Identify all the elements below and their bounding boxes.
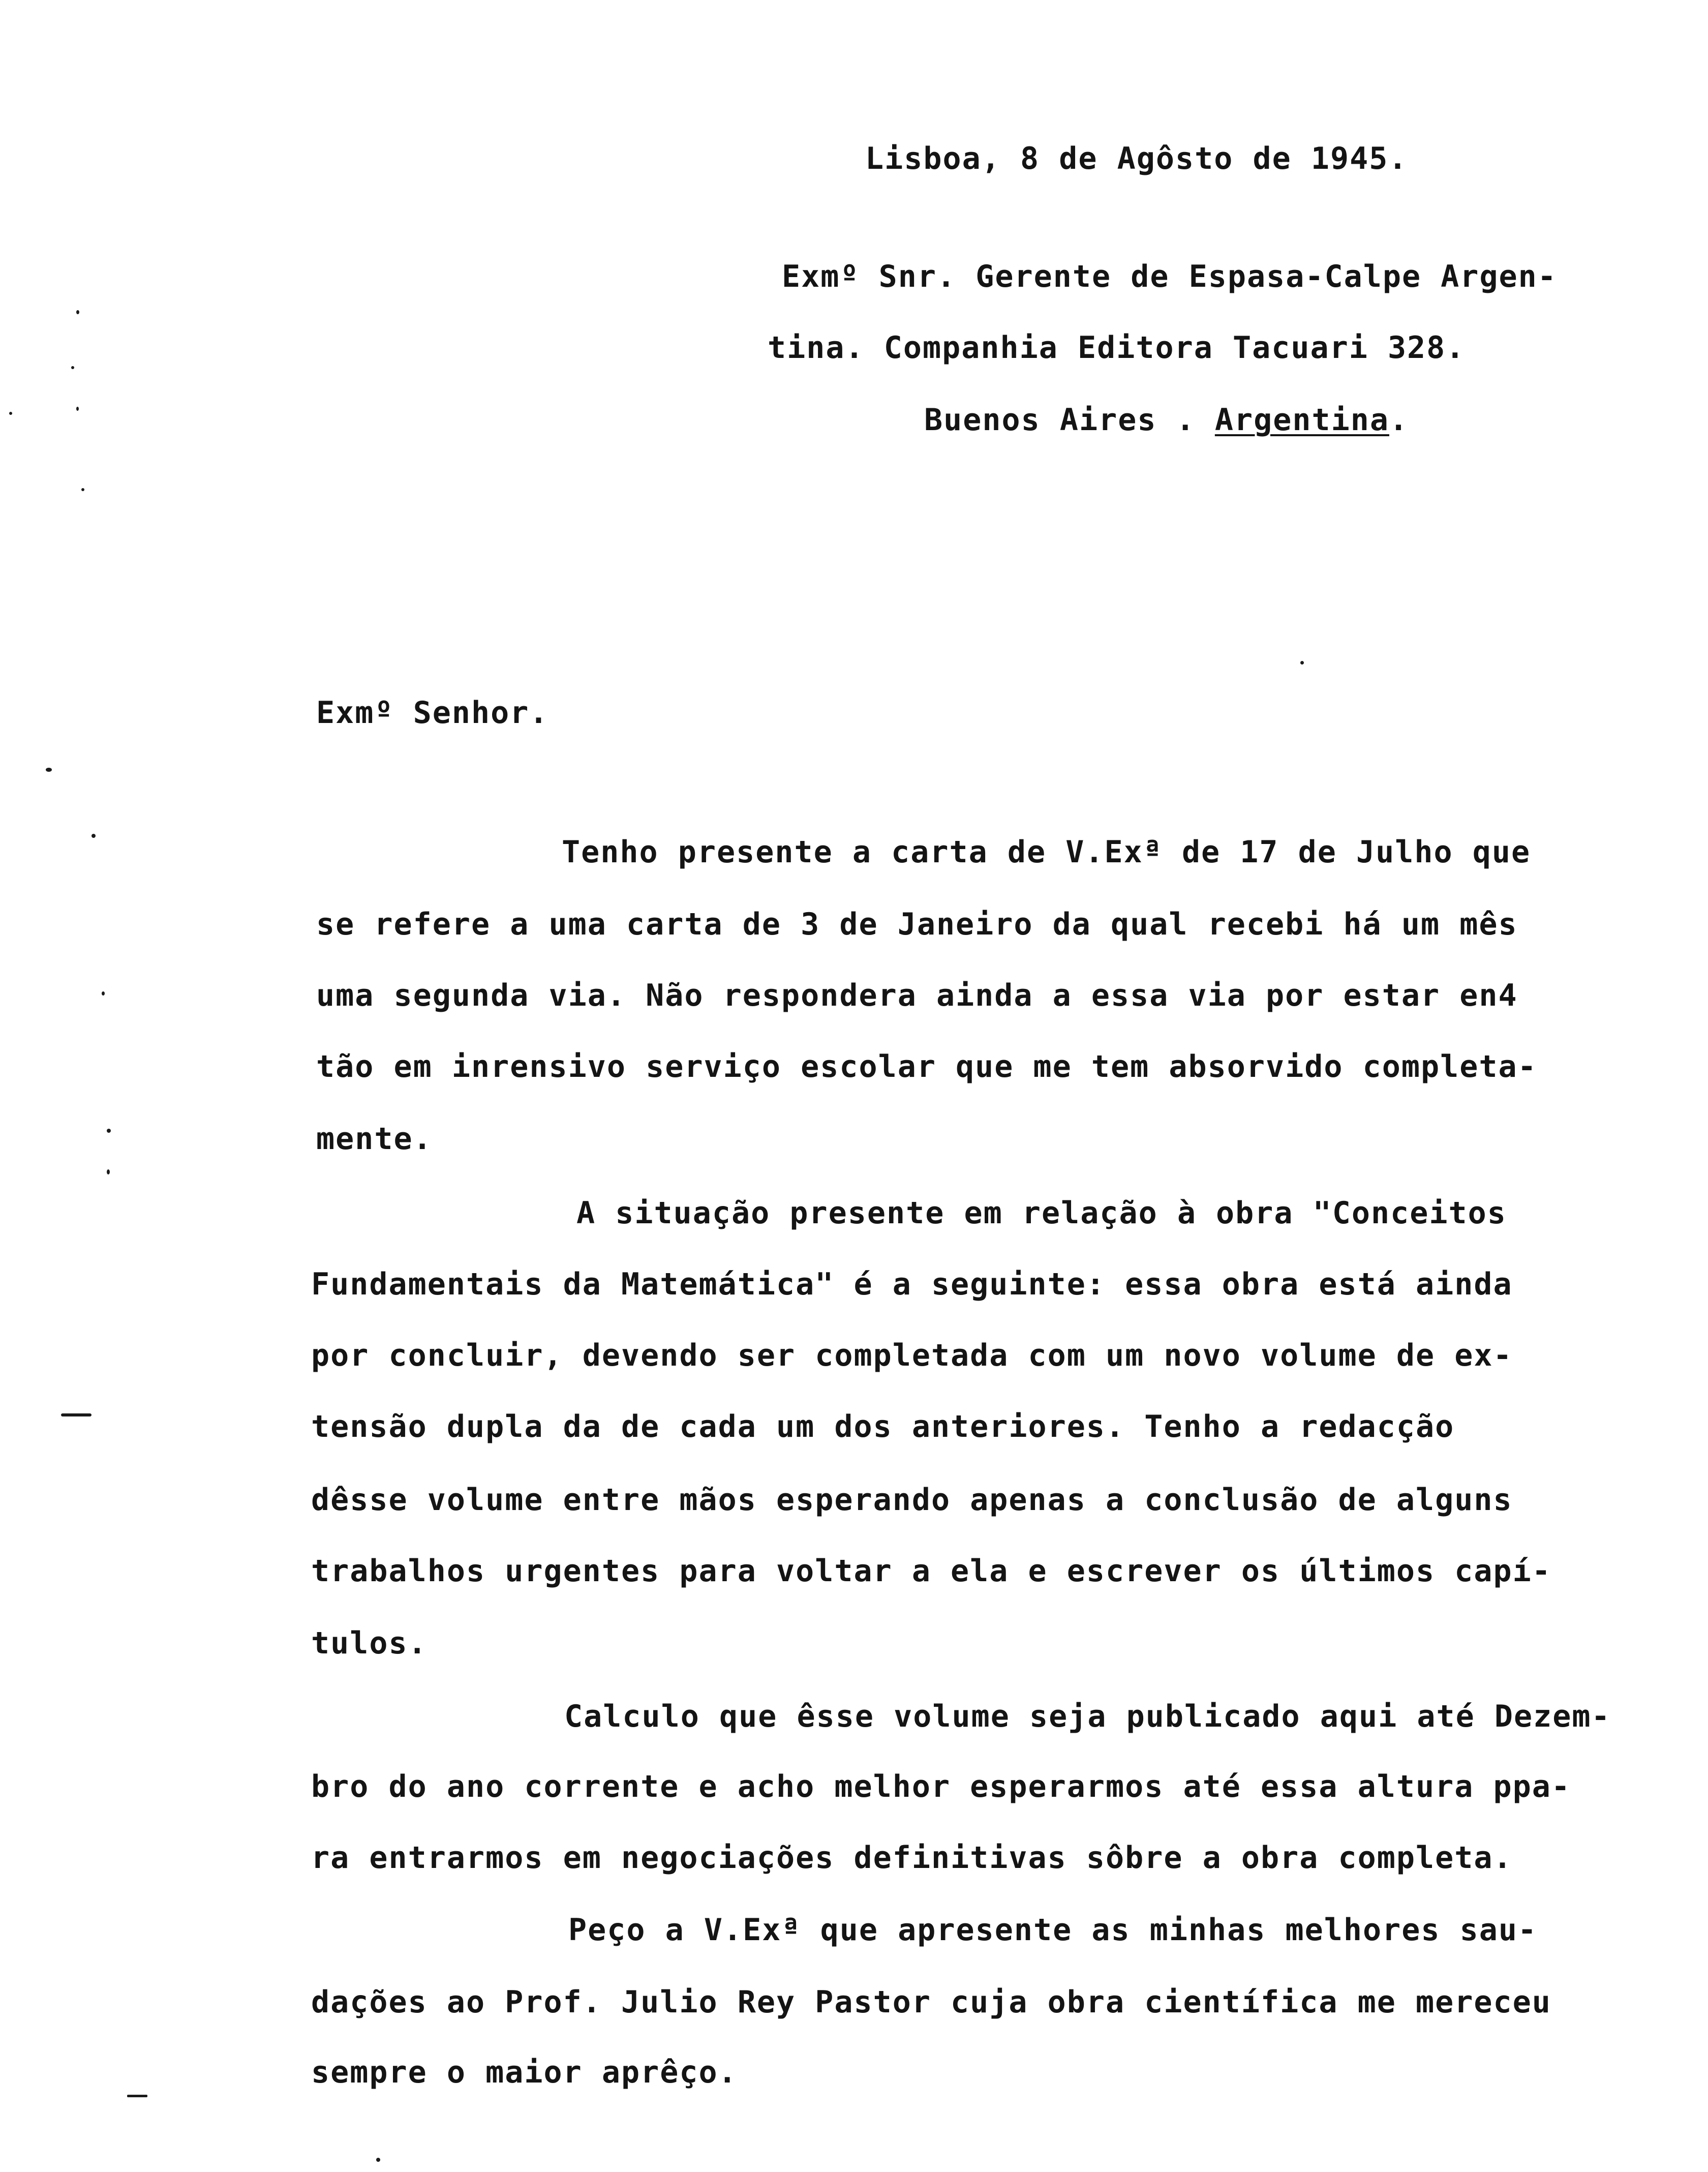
address-line-3 bbox=[924, 402, 1409, 438]
scan-speck bbox=[46, 768, 52, 772]
body-line: trabalhos urgentes para voltar a ela e escrever os últimos capí- bbox=[311, 1553, 1551, 1589]
scan-speck bbox=[107, 1129, 111, 1133]
scan-speck bbox=[71, 366, 74, 369]
scan-speck bbox=[61, 1413, 92, 1416]
body-line: mente. bbox=[316, 1121, 433, 1157]
salutation: Exmº Senhor. bbox=[316, 695, 549, 731]
scan-speck bbox=[81, 488, 84, 491]
body-line: sempre o maior aprêço. bbox=[311, 2055, 738, 2090]
body-line: ra entrarmos em negociações definitivas sôbre a obra completa. bbox=[311, 1840, 1513, 1876]
scan-speck bbox=[76, 310, 79, 314]
body-line: dêsse volume entre mãos esperando apenas a conclusão de alguns bbox=[311, 1482, 1513, 1518]
scan-speck bbox=[76, 407, 79, 411]
address-line-2: tina. Companhia Editora Tacuari 328. bbox=[768, 330, 1466, 366]
scan-speck bbox=[127, 2095, 147, 2097]
body-line: Peço a V.Exª que apresente as minhas melhores sau- bbox=[568, 1912, 1538, 1948]
body-line: uma segunda via. Não respondera ainda a essa via por estar en4 bbox=[316, 978, 1518, 1013]
scan-speck bbox=[9, 412, 12, 415]
body-line: tensão dupla da de cada um dos anteriores. Tenho a redacção bbox=[311, 1409, 1455, 1444]
body-line: tão em inrensivo serviço escolar que me tem absorvido completa- bbox=[316, 1049, 1537, 1084]
scan-speck bbox=[1300, 661, 1304, 665]
address-line-1: Exmº Snr. Gerente de Espasa-Calpe Argen- bbox=[782, 259, 1557, 294]
scan-speck bbox=[102, 991, 105, 995]
address-city: Buenos Aires . bbox=[924, 402, 1215, 438]
dateline: Lisboa, 8 de Agôsto de 1945. bbox=[865, 141, 1408, 176]
address-country: Argentina bbox=[1214, 402, 1389, 438]
body-line: se refere a uma carta de 3 de Janeiro da qual recebi há um mês bbox=[316, 907, 1518, 942]
scan-speck bbox=[107, 1169, 110, 1174]
scan-speck bbox=[92, 834, 96, 838]
body-line: tulos. bbox=[311, 1625, 428, 1661]
body-line: Tenho presente a carta de V.Exª de 17 de Julho que bbox=[562, 834, 1531, 870]
body-line: Calculo que êsse volume seja publicado aqui até Dezem- bbox=[564, 1699, 1611, 1734]
scan-speck bbox=[376, 2158, 380, 2162]
body-line: bro do ano corrente e acho melhor esperarmos até essa altura ppa- bbox=[311, 1769, 1571, 1804]
body-line: por concluir, devendo ser completada com um novo volume de ex- bbox=[311, 1338, 1513, 1373]
address-period: . bbox=[1389, 402, 1409, 438]
body-line: A situação presente em relação à obra "Conceitos bbox=[576, 1195, 1507, 1231]
body-line: dações ao Prof. Julio Rey Pastor cuja obra científica me mereceu bbox=[311, 1984, 1551, 2020]
body-line: Fundamentais da Matemática" é a seguinte: essa obra está ainda bbox=[311, 1266, 1513, 1302]
